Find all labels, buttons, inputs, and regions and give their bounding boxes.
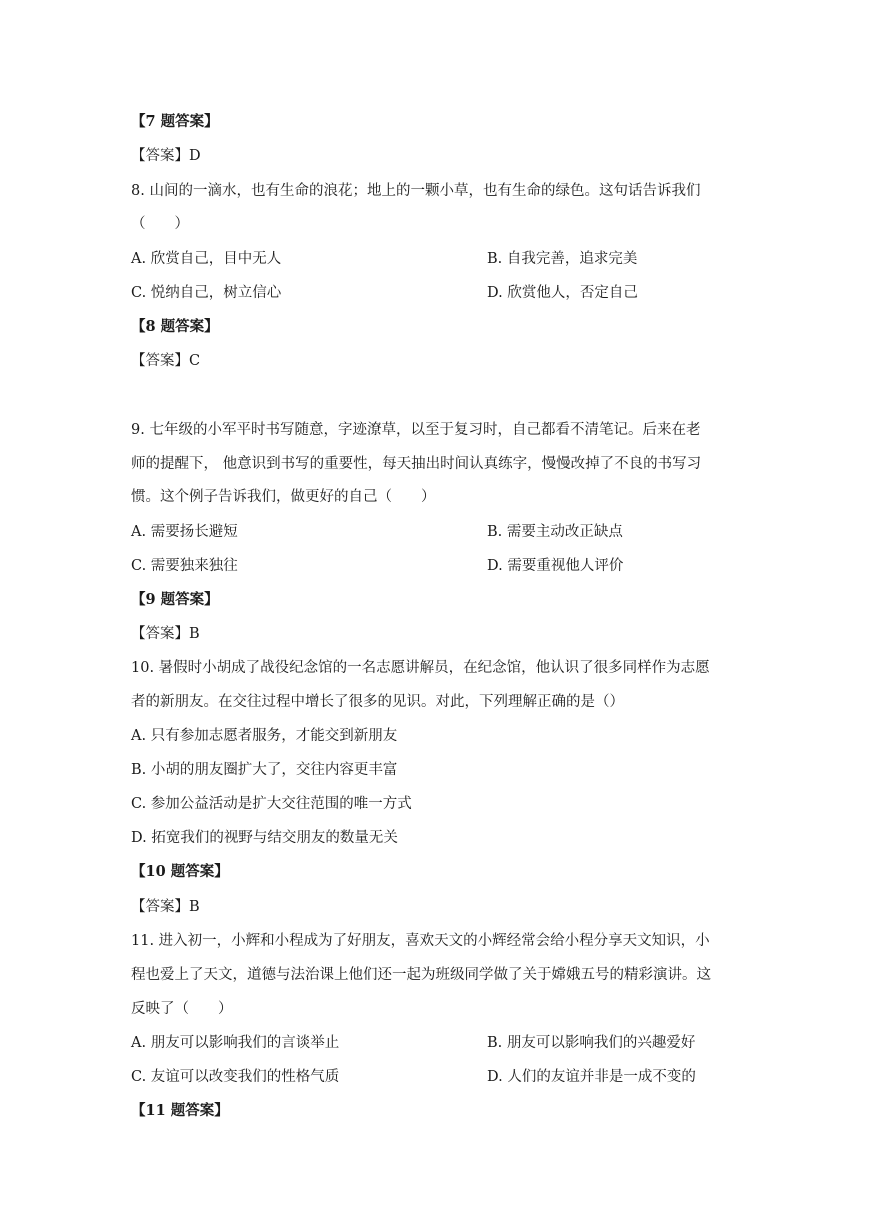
q11-stem-line3: 反映了（ ） <box>131 1001 233 1017</box>
q9-stem-line1: 9. 七年级的小军平时书写随意，字迹潦草，以至于复习时，自己都看不清笔记。后来在老 <box>131 422 701 438</box>
q11-stem-line2: 程也爱上了天文，道德与法治课上他们还一起为班级同学做了关于嫦娥五号的精彩演讲。这 <box>131 967 711 983</box>
q9-answer-header: 【9 题答案】 <box>131 591 219 608</box>
q9-option-b: B. 需要主动改正缺点 <box>487 524 623 540</box>
q9-option-c: C. 需要独来独往 <box>131 558 238 574</box>
q9-stem-line3: 惯。这个例子告诉我们，做更好的自己（ ） <box>131 489 436 505</box>
q8-option-b: B. 自我完善，追求完美 <box>487 251 638 267</box>
q11-option-d: D. 人们的友谊并非是一成不变的 <box>487 1069 696 1085</box>
q8-stem-line1: 8. 山间的一滴水，也有生命的浪花；地上的一颗小草，也有生命的绿色。这句话告诉我们 <box>131 183 701 199</box>
q8-option-d: D. 欣赏他人，否定自己 <box>487 285 638 301</box>
q10-stem-line2: 者的新朋友。在交往过程中增长了很多的见识。对此，下列理解正确的是（） <box>131 694 624 710</box>
q8-stem-line2: （ ） <box>131 216 189 232</box>
q11-option-b: B. 朋友可以影响我们的兴趣爱好 <box>487 1035 696 1051</box>
q7-answer: 【答案】D <box>131 148 201 164</box>
q9-option-a: A. 需要扬长避短 <box>131 524 238 540</box>
q11-answer-header: 【11 题答案】 <box>131 1102 229 1119</box>
q8-option-c: C. 悦纳自己，树立信心 <box>131 285 282 301</box>
q10-answer: 【答案】B <box>131 899 200 915</box>
q8-answer: 【答案】C <box>131 353 201 369</box>
q10-option-a: A. 只有参加志愿者服务，才能交到新朋友 <box>131 728 398 744</box>
q8-option-a: A. 欣赏自己，目中无人 <box>131 251 282 267</box>
q10-option-b: B. 小胡的朋友圈扩大了，交往内容更丰富 <box>131 762 398 778</box>
q11-stem-line1: 11. 进入初一，小辉和小程成为了好朋友，喜欢天文的小辉经常会给小程分享天文知识，小 <box>131 933 710 949</box>
q10-option-d: D. 拓宽我们的视野与结交朋友的数量无关 <box>131 830 398 846</box>
q10-answer-header: 【10 题答案】 <box>131 863 229 880</box>
q9-stem-line2: 师的提醒下， 他意识到书写的重要性，每天抽出时间认真练字，慢慢改掉了不良的书写习 <box>131 456 702 472</box>
q8-answer-header: 【8 题答案】 <box>131 318 219 335</box>
q10-option-c: C. 参加公益活动是扩大交往范围的唯一方式 <box>131 796 412 812</box>
q7-answer-header: 【7 题答案】 <box>131 113 219 130</box>
q10-stem-line1: 10. 暑假时小胡成了战役纪念馆的一名志愿讲解员，在纪念馆，他认识了很多同样作为志愿 <box>131 660 710 676</box>
q9-option-d: D. 需要重视他人评价 <box>487 558 624 574</box>
q11-option-a: A. 朋友可以影响我们的言谈举止 <box>131 1035 340 1051</box>
q9-answer: 【答案】B <box>131 626 200 642</box>
q11-option-c: C. 友谊可以改变我们的性格气质 <box>131 1069 340 1085</box>
